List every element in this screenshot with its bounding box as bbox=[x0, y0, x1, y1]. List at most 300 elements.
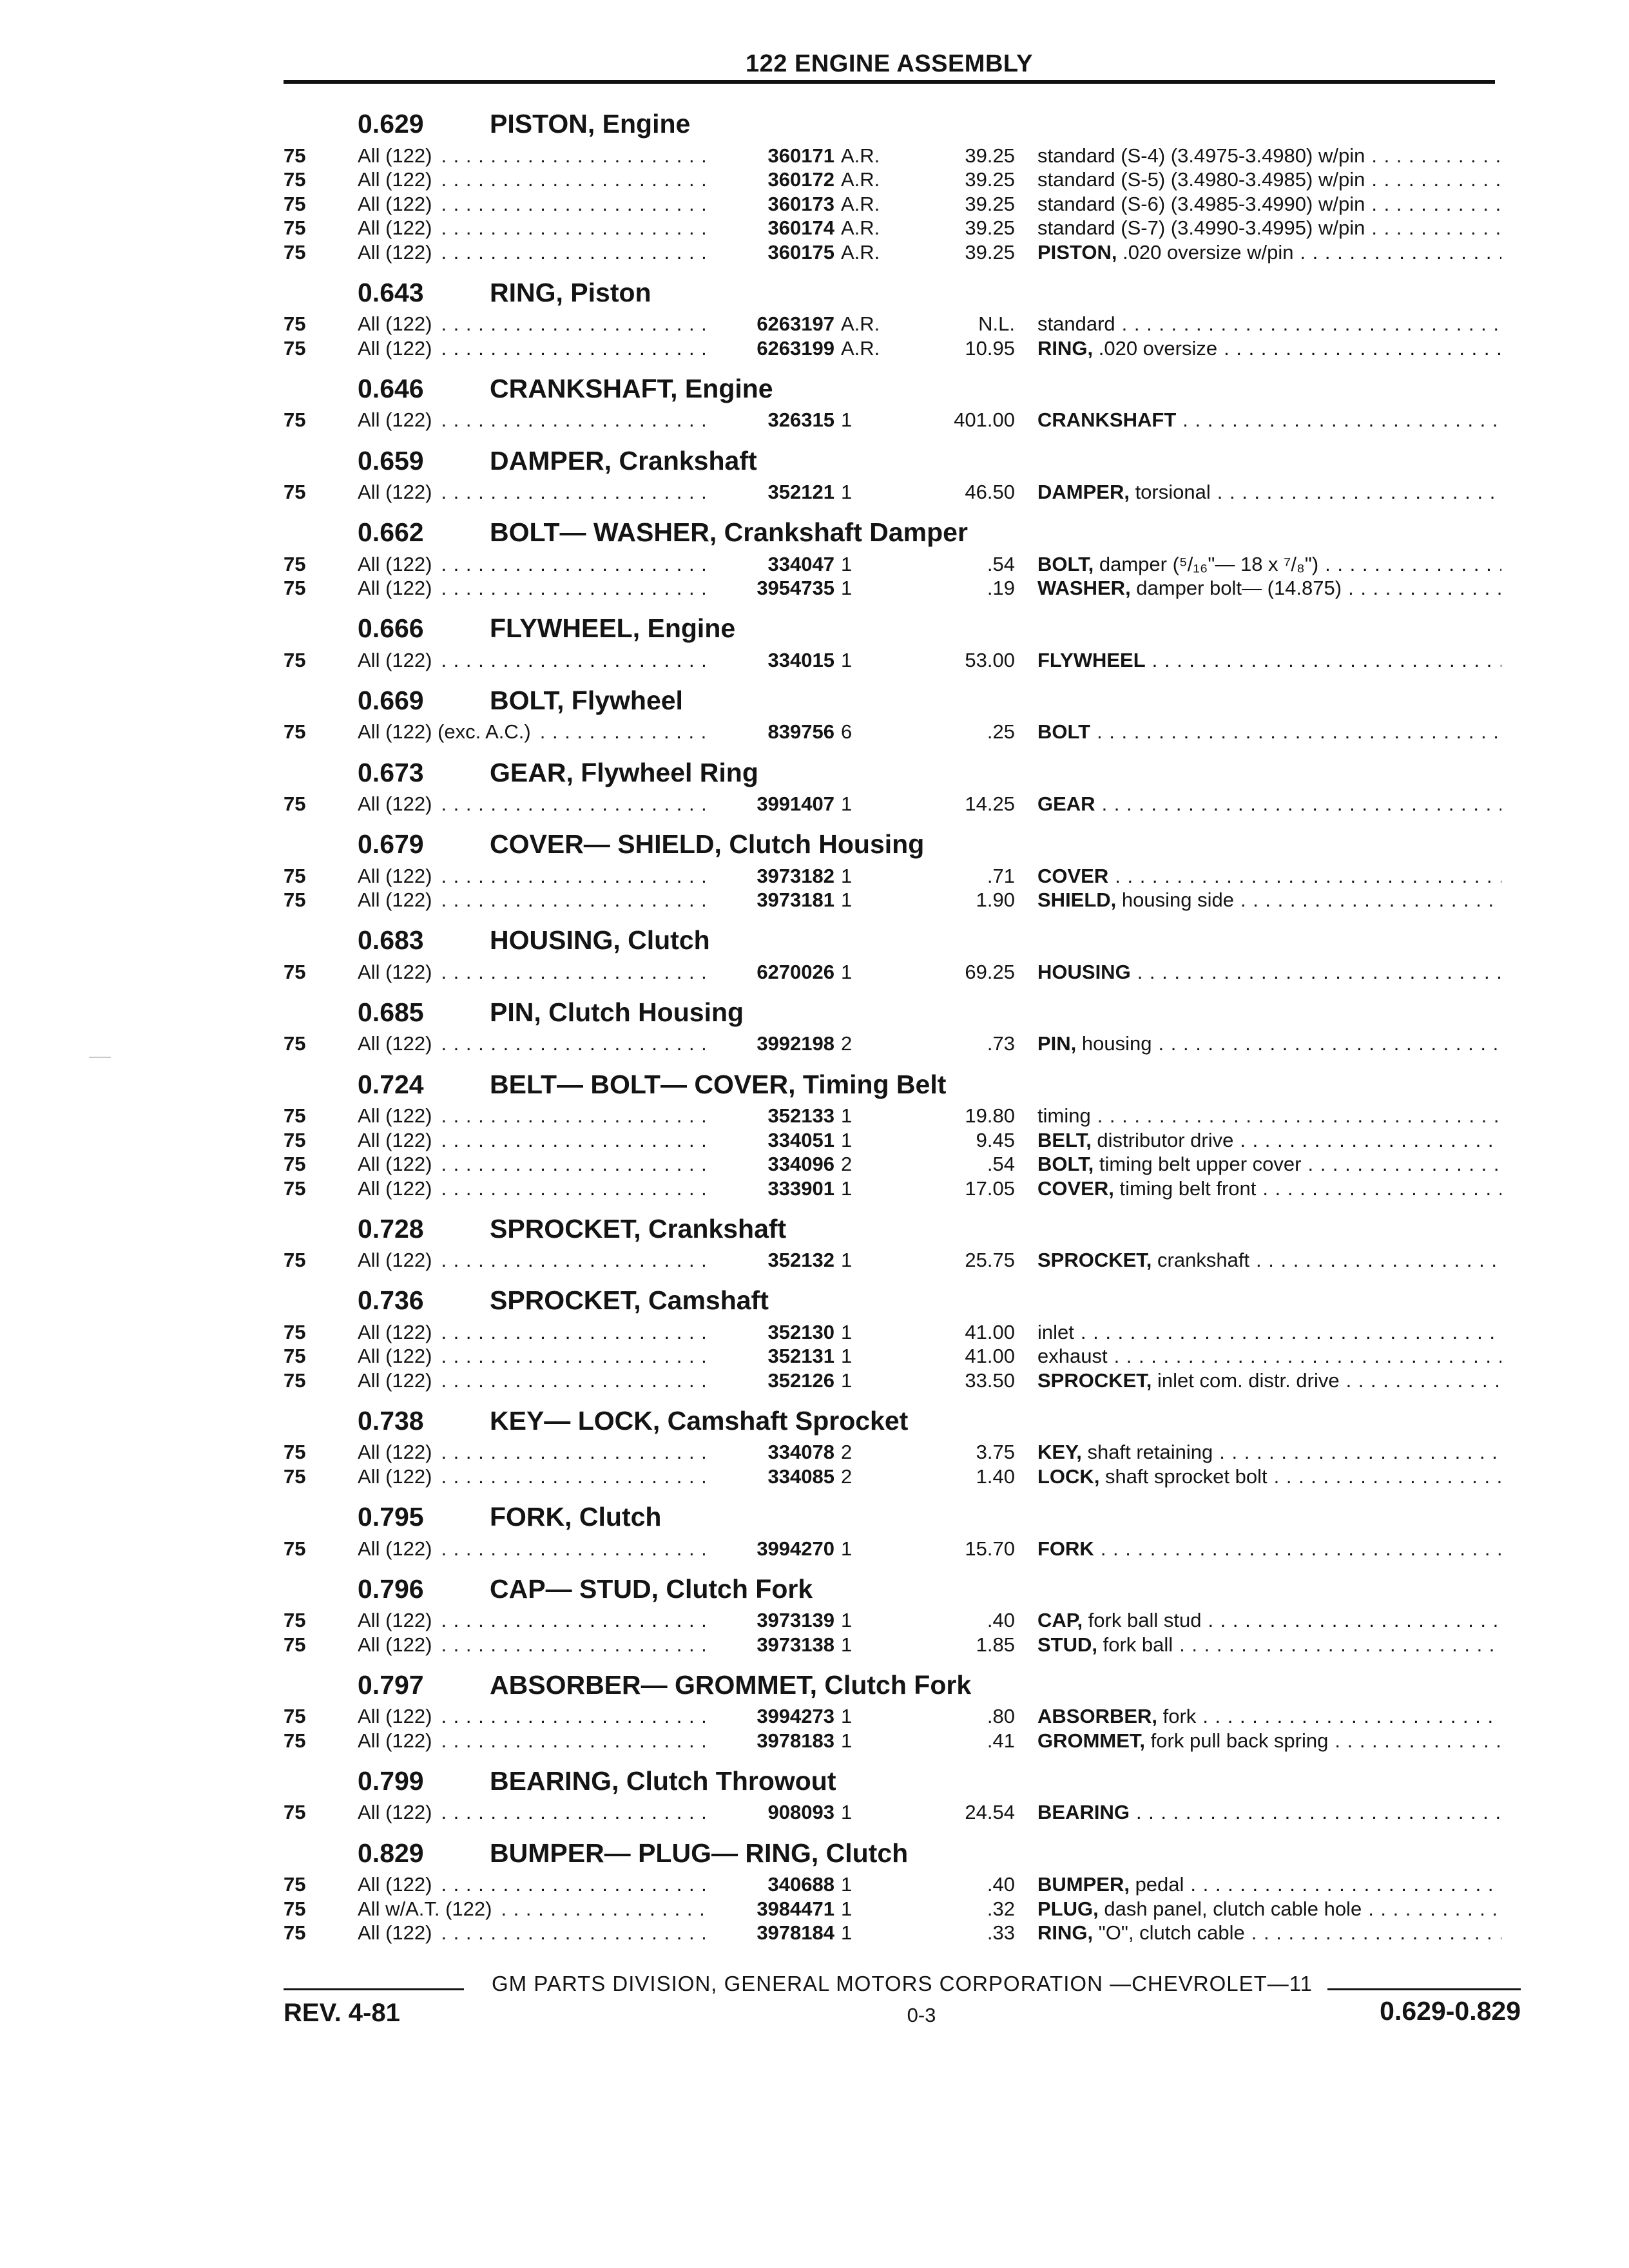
model-year: 75 bbox=[284, 168, 306, 191]
page-number: 0-3 bbox=[907, 2004, 936, 2026]
application: All (122) . . . bbox=[358, 1465, 706, 1488]
section-name: GEAR, Flywheel Ring bbox=[490, 757, 758, 787]
quantity: 1 bbox=[841, 1921, 853, 1944]
catalog-section bbox=[0, 1273, 1629, 1394]
description-keyword: CRANKSHAFT bbox=[1037, 408, 1177, 432]
part-description bbox=[1037, 1153, 1501, 1176]
quantity: 1 bbox=[841, 648, 853, 671]
application: All (122) . . . bbox=[358, 1441, 706, 1464]
part-number: 352126 bbox=[767, 1369, 834, 1392]
application: All (122) . . . bbox=[358, 1129, 706, 1152]
part-number: 3994270 bbox=[757, 1537, 834, 1560]
part-description bbox=[1037, 1873, 1501, 1896]
part-description bbox=[1037, 649, 1501, 672]
quantity: 2 bbox=[841, 1032, 853, 1055]
list-price: 41.00 bbox=[965, 1320, 1015, 1343]
quantity: 1 bbox=[841, 1369, 853, 1392]
description-keyword: WASHER, bbox=[1037, 577, 1131, 600]
part-row bbox=[0, 1898, 1629, 1922]
description-keyword: PLUG, bbox=[1037, 1897, 1099, 1920]
part-number: 3978184 bbox=[757, 1921, 834, 1944]
model-year: 75 bbox=[284, 1369, 306, 1392]
section-name: DAMPER, Crankshaft bbox=[490, 445, 757, 476]
parts-catalog bbox=[0, 97, 1629, 1946]
model-year: 75 bbox=[284, 1537, 306, 1560]
model-year: 75 bbox=[284, 864, 306, 887]
description-text: standard bbox=[1037, 312, 1115, 336]
part-number: 326315 bbox=[767, 408, 834, 432]
application: All (122) . . . bbox=[358, 1921, 706, 1945]
catalog-section bbox=[0, 985, 1629, 1057]
model-year: 75 bbox=[284, 240, 306, 264]
application: All (122) . . . bbox=[358, 408, 706, 432]
list-price: 39.25 bbox=[965, 168, 1015, 191]
part-row bbox=[0, 1249, 1629, 1274]
application: All (122) . . . bbox=[358, 1537, 706, 1561]
part-row bbox=[0, 1153, 1629, 1178]
section-name: RING, Piston bbox=[490, 277, 651, 307]
part-description bbox=[1037, 1321, 1501, 1344]
section-heading bbox=[0, 817, 1629, 865]
application: All (122) . . . bbox=[358, 553, 706, 576]
part-description bbox=[1037, 1921, 1501, 1945]
description-keyword: GROMMET, bbox=[1037, 1729, 1146, 1752]
page-footer bbox=[284, 1959, 1521, 2042]
section-name: FORK, Clutch bbox=[490, 1502, 662, 1532]
list-price: 10.95 bbox=[965, 336, 1015, 360]
section-name: COVER— SHIELD, Clutch Housing bbox=[490, 829, 925, 860]
catalog-section bbox=[0, 601, 1629, 673]
part-row bbox=[0, 1345, 1629, 1370]
model-year: 75 bbox=[284, 312, 306, 336]
list-price: .40 bbox=[987, 1609, 1015, 1632]
section-heading bbox=[0, 361, 1629, 409]
section-name: KEY— LOCK, Camshaft Sprocket bbox=[490, 1405, 909, 1436]
catalog-section bbox=[0, 1825, 1629, 1946]
quantity: 1 bbox=[841, 1873, 853, 1896]
part-number: 3992198 bbox=[757, 1032, 834, 1055]
model-year: 75 bbox=[284, 1921, 306, 1944]
part-number: 3973182 bbox=[757, 864, 834, 887]
application: All (122) . . . bbox=[358, 1705, 706, 1728]
catalog-section bbox=[0, 1394, 1629, 1490]
application: All (122) . . . bbox=[358, 1153, 706, 1176]
part-row bbox=[0, 1465, 1629, 1490]
description-text: timing belt upper cover bbox=[1094, 1153, 1302, 1175]
quantity: 1 bbox=[841, 1320, 853, 1343]
description-keyword: PIN, bbox=[1037, 1032, 1077, 1055]
revision-label: REV. 4-81 bbox=[284, 1999, 400, 2027]
part-number: 3973181 bbox=[757, 889, 834, 912]
catalog-section bbox=[0, 1754, 1629, 1826]
part-row bbox=[0, 313, 1629, 338]
part-number: 352121 bbox=[767, 481, 834, 503]
section-name: BOLT— WASHER, Crankshaft Damper bbox=[490, 517, 968, 548]
section-heading bbox=[0, 745, 1629, 793]
list-price: .54 bbox=[987, 1153, 1015, 1175]
part-description bbox=[1037, 312, 1501, 336]
description-keyword: ABSORBER, bbox=[1037, 1705, 1158, 1728]
quantity: 1 bbox=[841, 1729, 853, 1752]
quantity: 1 bbox=[841, 1537, 853, 1560]
part-row bbox=[0, 409, 1629, 434]
quantity: 1 bbox=[841, 481, 853, 503]
application: All (122) . . . bbox=[358, 193, 706, 216]
catalog-section bbox=[0, 1658, 1629, 1754]
description-text: shaft retaining bbox=[1081, 1441, 1213, 1464]
model-year: 75 bbox=[284, 1032, 306, 1055]
application: All (122) . . . bbox=[358, 312, 706, 336]
section-heading bbox=[0, 1273, 1629, 1321]
part-row bbox=[0, 1633, 1629, 1658]
section-name: ABSORBER— GROMMET, Clutch Fork bbox=[490, 1669, 972, 1700]
part-row bbox=[0, 1321, 1629, 1345]
catalog-section bbox=[0, 745, 1629, 817]
part-row bbox=[0, 481, 1629, 506]
part-row bbox=[0, 193, 1629, 217]
section-number: 0.629 bbox=[358, 109, 424, 139]
section-name: CRANKSHAFT, Engine bbox=[490, 373, 773, 403]
part-row bbox=[0, 241, 1629, 265]
description-keyword: SPROCKET, bbox=[1037, 1369, 1152, 1392]
part-description bbox=[1037, 193, 1501, 216]
part-number: 352131 bbox=[767, 1345, 834, 1368]
part-description bbox=[1037, 1249, 1501, 1272]
list-price: 46.50 bbox=[965, 481, 1015, 503]
part-number: 6270026 bbox=[757, 960, 834, 983]
part-description bbox=[1037, 793, 1501, 816]
application: All (122) . . . bbox=[358, 1873, 706, 1896]
part-row bbox=[0, 1610, 1629, 1634]
description-keyword: STUD, bbox=[1037, 1633, 1097, 1656]
section-heading bbox=[0, 1394, 1629, 1441]
description-text: damper bolt— (14.875) bbox=[1130, 577, 1342, 600]
model-year: 75 bbox=[284, 336, 306, 360]
catalog-section bbox=[0, 1490, 1629, 1562]
description-keyword: COVER, bbox=[1037, 1177, 1114, 1200]
catalog-section bbox=[0, 673, 1629, 745]
part-description bbox=[1037, 1633, 1501, 1657]
section-name: PISTON, Engine bbox=[490, 109, 691, 139]
part-row bbox=[0, 1105, 1629, 1129]
description-text: fork bbox=[1157, 1705, 1197, 1728]
catalog-section bbox=[0, 433, 1629, 505]
part-description bbox=[1037, 481, 1501, 504]
quantity: A.R. bbox=[841, 312, 880, 336]
list-price: 69.25 bbox=[965, 960, 1015, 983]
application: All (122) . . . bbox=[358, 1249, 706, 1272]
section-number: 0.679 bbox=[358, 829, 424, 860]
part-description bbox=[1037, 1705, 1501, 1728]
part-row bbox=[0, 1033, 1629, 1057]
part-description bbox=[1037, 241, 1501, 264]
part-number: 360174 bbox=[767, 216, 834, 240]
footer-rule-left bbox=[284, 1988, 464, 1990]
part-row bbox=[0, 1369, 1629, 1394]
application: All (122) . . . bbox=[358, 144, 706, 168]
list-price: .71 bbox=[987, 864, 1015, 887]
description-text: torsional bbox=[1129, 481, 1211, 503]
model-year: 75 bbox=[284, 648, 306, 671]
part-description bbox=[1037, 1537, 1501, 1561]
section-name: BOLT, Flywheel bbox=[490, 685, 683, 715]
list-price: 401.00 bbox=[954, 408, 1015, 432]
part-number: 352133 bbox=[767, 1104, 834, 1127]
model-year: 75 bbox=[284, 144, 306, 167]
description-text: .020 oversize w/pin bbox=[1117, 240, 1294, 264]
description-text: housing bbox=[1076, 1032, 1152, 1055]
list-price: 1.90 bbox=[976, 889, 1015, 912]
part-description bbox=[1037, 337, 1501, 360]
part-row bbox=[0, 1129, 1629, 1153]
part-description bbox=[1037, 1441, 1501, 1464]
application: All (122) . . . bbox=[358, 793, 706, 816]
part-number: 334085 bbox=[767, 1465, 834, 1488]
section-heading bbox=[0, 1658, 1629, 1706]
list-price: 17.05 bbox=[965, 1177, 1015, 1200]
description-keyword: BOLT, bbox=[1037, 1153, 1094, 1175]
quantity: 6 bbox=[841, 720, 853, 744]
description-keyword: GEAR bbox=[1037, 793, 1095, 815]
model-year: 75 bbox=[284, 793, 306, 815]
section-number: 0.728 bbox=[358, 1213, 424, 1244]
quantity: 2 bbox=[841, 1153, 853, 1175]
part-row bbox=[0, 1874, 1629, 1898]
section-heading bbox=[0, 1202, 1629, 1249]
part-description bbox=[1037, 216, 1501, 240]
section-heading bbox=[0, 97, 1629, 144]
quantity: 1 bbox=[841, 1897, 853, 1920]
list-price: 14.25 bbox=[965, 793, 1015, 815]
description-text: damper (⁵/₁₆"— 18 x ⁷/₈") bbox=[1094, 552, 1319, 575]
part-row bbox=[0, 144, 1629, 169]
quantity: 1 bbox=[841, 1345, 853, 1368]
section-name: PIN, Clutch Housing bbox=[490, 997, 744, 1027]
model-year: 75 bbox=[284, 1873, 306, 1896]
part-number: 334096 bbox=[767, 1153, 834, 1175]
description-text: pedal bbox=[1129, 1873, 1184, 1896]
description-keyword: SPROCKET, bbox=[1037, 1249, 1152, 1272]
model-year: 75 bbox=[284, 1177, 306, 1200]
section-heading bbox=[0, 1825, 1629, 1873]
part-number: 360171 bbox=[767, 144, 834, 167]
quantity: A.R. bbox=[841, 336, 880, 360]
part-number: 3954735 bbox=[757, 577, 834, 600]
part-description bbox=[1037, 720, 1501, 744]
description-text: exhaust bbox=[1037, 1345, 1108, 1368]
model-year: 75 bbox=[284, 1153, 306, 1175]
part-row bbox=[0, 1922, 1629, 1946]
description-keyword: KEY, bbox=[1037, 1441, 1082, 1464]
part-description bbox=[1037, 168, 1501, 191]
description-keyword: BOLT, bbox=[1037, 552, 1094, 575]
section-name: CAP— STUD, Clutch Fork bbox=[490, 1573, 813, 1604]
section-heading bbox=[0, 985, 1629, 1033]
part-number: 352132 bbox=[767, 1249, 834, 1272]
model-year: 75 bbox=[284, 1609, 306, 1632]
application: All w/A.T. (122) . . . bbox=[358, 1898, 706, 1921]
description-text: distributor drive bbox=[1091, 1128, 1234, 1151]
section-heading bbox=[0, 601, 1629, 649]
description-keyword: PISTON, bbox=[1037, 240, 1117, 264]
part-number: 360172 bbox=[767, 168, 834, 191]
description-text: crankshaft bbox=[1152, 1249, 1250, 1272]
section-number: 0.829 bbox=[358, 1838, 424, 1868]
section-number: 0.662 bbox=[358, 517, 424, 548]
description-keyword: RING, bbox=[1037, 1921, 1094, 1944]
quantity: 1 bbox=[841, 1104, 853, 1127]
part-row bbox=[0, 961, 1629, 985]
part-description bbox=[1037, 144, 1501, 168]
catalog-section bbox=[0, 505, 1629, 601]
part-row bbox=[0, 889, 1629, 914]
list-price: .80 bbox=[987, 1705, 1015, 1728]
part-number: 333901 bbox=[767, 1177, 834, 1200]
description-text: standard (S-4) (3.4975-3.4980) w/pin bbox=[1037, 144, 1365, 167]
list-price: .41 bbox=[987, 1729, 1015, 1752]
list-price: 33.50 bbox=[965, 1369, 1015, 1392]
model-year: 75 bbox=[284, 1729, 306, 1752]
part-description bbox=[1037, 408, 1501, 432]
part-number: 3984471 bbox=[757, 1897, 834, 1920]
list-price: 39.25 bbox=[965, 240, 1015, 264]
section-heading bbox=[0, 1754, 1629, 1802]
part-description bbox=[1037, 1104, 1501, 1128]
model-year: 75 bbox=[284, 577, 306, 600]
part-description bbox=[1037, 577, 1501, 600]
section-name: BELT— BOLT— COVER, Timing Belt bbox=[490, 1069, 947, 1099]
part-number: 6263199 bbox=[757, 336, 834, 360]
quantity: A.R. bbox=[841, 216, 880, 240]
description-text: standard (S-5) (3.4980-3.4985) w/pin bbox=[1037, 168, 1365, 191]
application: All (122) . . . bbox=[358, 216, 706, 240]
application: All (122) . . . bbox=[358, 961, 706, 984]
application: All (122) . . . bbox=[358, 889, 706, 912]
part-description bbox=[1037, 1129, 1501, 1152]
section-name: BUMPER— PLUG— RING, Clutch bbox=[490, 1838, 909, 1868]
list-price: .40 bbox=[987, 1873, 1015, 1896]
part-row bbox=[0, 337, 1629, 361]
section-heading bbox=[0, 1490, 1629, 1537]
quantity: 1 bbox=[841, 552, 853, 575]
description-keyword: BEARING bbox=[1037, 1801, 1130, 1824]
section-name: SPROCKET, Crankshaft bbox=[490, 1213, 787, 1244]
list-price: 15.70 bbox=[965, 1537, 1015, 1560]
quantity: 1 bbox=[841, 1633, 853, 1656]
application: All (122) . . . bbox=[358, 337, 706, 360]
application: All (122) . . . bbox=[358, 1633, 706, 1657]
quantity: 1 bbox=[841, 408, 853, 432]
part-number: 3994273 bbox=[757, 1705, 834, 1728]
model-year: 75 bbox=[284, 1249, 306, 1272]
quantity: 1 bbox=[841, 1705, 853, 1728]
section-number: 0.736 bbox=[358, 1285, 424, 1316]
description-text: timing belt front bbox=[1113, 1177, 1257, 1200]
list-price: 19.80 bbox=[965, 1104, 1015, 1127]
section-number: 0.659 bbox=[358, 445, 424, 476]
section-number: 0.673 bbox=[358, 757, 424, 787]
section-number: 0.738 bbox=[358, 1405, 424, 1436]
list-price: 3.75 bbox=[976, 1441, 1015, 1464]
part-number: 352130 bbox=[767, 1320, 834, 1343]
catalog-section bbox=[0, 1057, 1629, 1201]
section-number: 0.666 bbox=[358, 613, 424, 644]
description-text: standard (S-6) (3.4985-3.4990) w/pin bbox=[1037, 192, 1365, 215]
model-year: 75 bbox=[284, 889, 306, 912]
section-heading bbox=[0, 265, 1629, 313]
model-year: 75 bbox=[284, 960, 306, 983]
application: All (122) . . . bbox=[358, 1321, 706, 1344]
section-heading bbox=[0, 673, 1629, 721]
part-description bbox=[1037, 1729, 1501, 1753]
part-number: 340688 bbox=[767, 1873, 834, 1896]
quantity: 1 bbox=[841, 889, 853, 912]
application: All (122) . . . bbox=[358, 1609, 706, 1632]
quantity: A.R. bbox=[841, 144, 880, 167]
application: All (122) . . . bbox=[358, 1729, 706, 1753]
part-row bbox=[0, 577, 1629, 602]
section-number: 0.724 bbox=[358, 1069, 424, 1099]
model-year: 75 bbox=[284, 216, 306, 240]
model-year: 75 bbox=[284, 1441, 306, 1464]
list-price: 24.54 bbox=[965, 1801, 1015, 1824]
list-price: 41.00 bbox=[965, 1345, 1015, 1368]
part-row bbox=[0, 1441, 1629, 1466]
description-keyword: BOLT bbox=[1037, 720, 1091, 744]
footer-rule-right bbox=[1327, 1988, 1521, 1990]
part-row bbox=[0, 1177, 1629, 1202]
part-description bbox=[1037, 1177, 1501, 1200]
part-row bbox=[0, 217, 1629, 242]
section-number: 0.796 bbox=[358, 1573, 424, 1604]
quantity: 2 bbox=[841, 1465, 853, 1488]
application: All (122) . . . bbox=[358, 168, 706, 191]
catalog-section bbox=[0, 817, 1629, 913]
description-text: shaft sprocket bolt bbox=[1099, 1465, 1268, 1488]
quantity: 1 bbox=[841, 960, 853, 983]
list-price: .25 bbox=[987, 720, 1015, 744]
quantity: 1 bbox=[841, 577, 853, 600]
model-year: 75 bbox=[284, 1345, 306, 1368]
description-text: inlet com. distr. drive bbox=[1152, 1369, 1340, 1392]
description-keyword: FORK bbox=[1037, 1537, 1094, 1560]
part-row bbox=[0, 793, 1629, 818]
catalog-section bbox=[0, 97, 1629, 265]
description-text: "O", clutch cable bbox=[1093, 1921, 1245, 1944]
part-number: 3973138 bbox=[757, 1633, 834, 1656]
section-heading bbox=[0, 913, 1629, 961]
list-price: .33 bbox=[987, 1921, 1015, 1944]
page-title: 122 ENGINE ASSEMBLY bbox=[746, 50, 1033, 77]
description-keyword: DAMPER, bbox=[1037, 481, 1130, 503]
application: All (122) . . . bbox=[358, 1177, 706, 1200]
description-keyword: RING, bbox=[1037, 336, 1094, 360]
application: All (122) . . . bbox=[358, 241, 706, 264]
quantity: A.R. bbox=[841, 240, 880, 264]
description-keyword: HOUSING bbox=[1037, 960, 1131, 983]
description-text: housing side bbox=[1116, 889, 1234, 912]
section-number: 0.797 bbox=[358, 1669, 424, 1700]
part-row bbox=[0, 1729, 1629, 1754]
list-price: 39.25 bbox=[965, 192, 1015, 215]
part-number: 334051 bbox=[767, 1128, 834, 1151]
model-year: 75 bbox=[284, 192, 306, 215]
section-number: 0.799 bbox=[358, 1765, 424, 1796]
part-row bbox=[0, 169, 1629, 193]
catalog-section bbox=[0, 1202, 1629, 1274]
part-number: 839756 bbox=[767, 720, 834, 744]
application: All (122) . . . bbox=[358, 1369, 706, 1392]
